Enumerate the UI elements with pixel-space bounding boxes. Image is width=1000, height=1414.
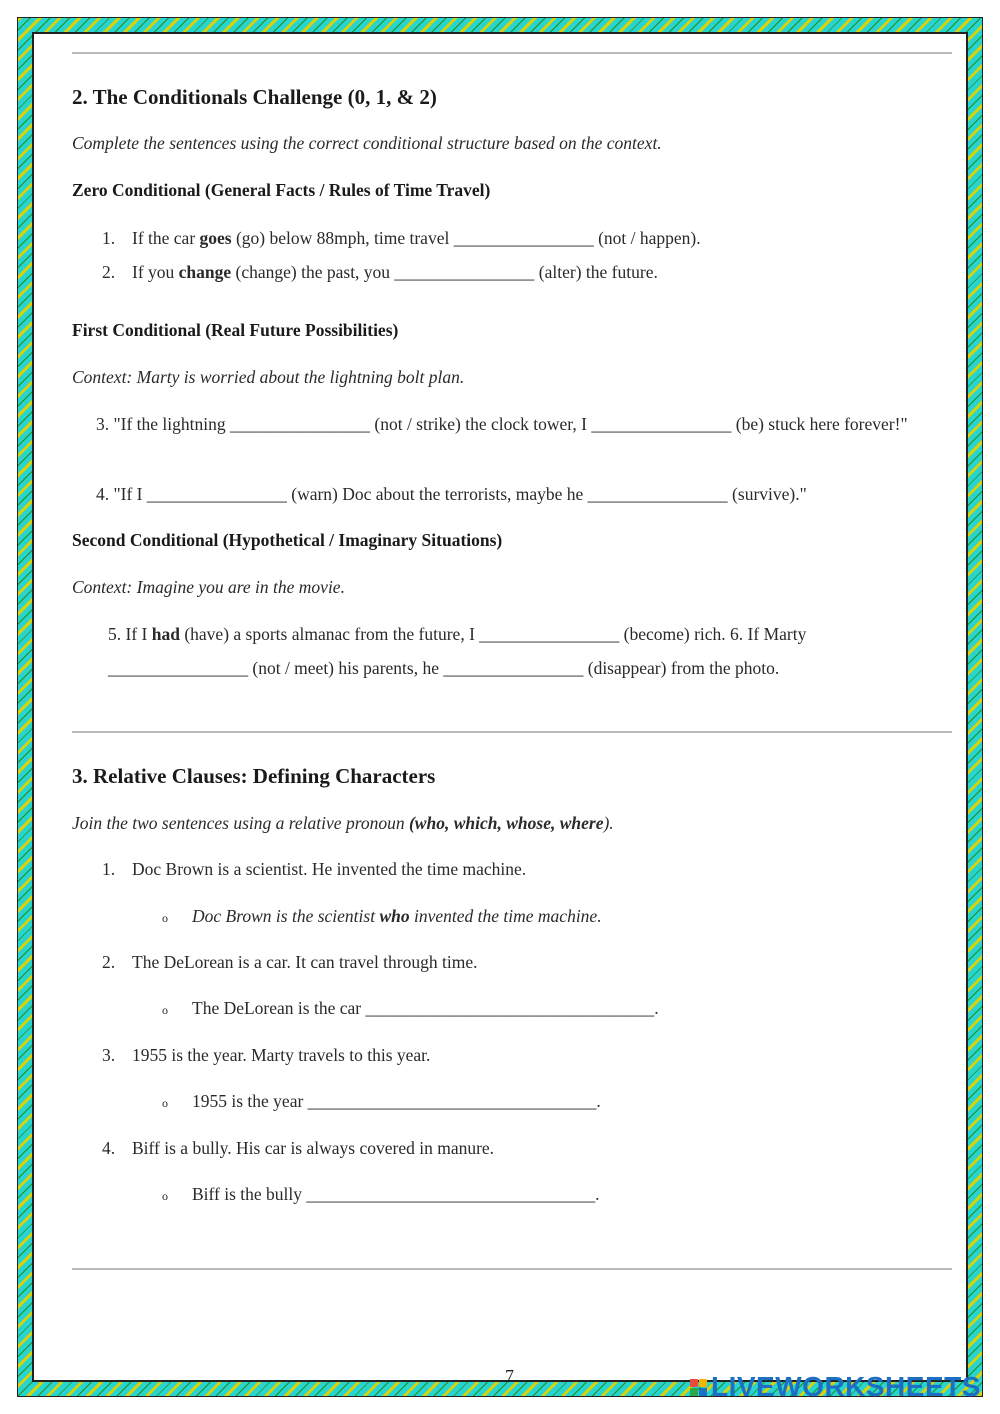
logo-letter bbox=[699, 1388, 707, 1396]
zero-item-1 bbox=[102, 228, 701, 249]
item-text: 1955 is the year. Marty travels to this year. bbox=[132, 1045, 431, 1065]
item-text: Biff is a bully. His car is always covered in manure. bbox=[132, 1138, 495, 1158]
answer-bold: who bbox=[379, 906, 410, 926]
section-2-title: 2. The Conditionals Challenge (0, 1, & 2) bbox=[72, 85, 437, 109]
divider-middle bbox=[72, 731, 952, 733]
first-item-4: 4. "If I ________________ (warn) Doc about the terrorists, maybe he ________________ (survive)." bbox=[96, 484, 807, 504]
instr-pre: Join the two sentences using a relative pronoun bbox=[72, 813, 409, 833]
item-text-post: (have) a sports almanac from the future, I ________________ (become) rich. 6. If Marty bbox=[179, 624, 807, 644]
zero-conditional-heading: Zero Conditional (General Facts / Rules of Time Travel) bbox=[72, 180, 491, 200]
instr-bold: (who, which, whose, where bbox=[408, 813, 604, 833]
item-text-post: (change) the past, you ________________ (alter) the future. bbox=[231, 262, 658, 282]
item-number: 2. bbox=[102, 952, 116, 972]
logo-letter bbox=[690, 1388, 698, 1396]
item-text: Doc Brown is a scientist. He invented the time machine. bbox=[132, 859, 527, 879]
answer-text: The DeLorean is the car _________________________________. bbox=[192, 998, 659, 1018]
bullet-icon: o bbox=[162, 1096, 168, 1110]
bullet-icon: o bbox=[162, 1189, 168, 1203]
divider-bottom bbox=[72, 1268, 952, 1270]
relative-item-1 bbox=[102, 859, 526, 880]
section-2-instructions: Complete the sentences using the correct conditional structure based on the context. bbox=[72, 133, 662, 153]
zero-item-2 bbox=[102, 262, 658, 283]
answer-pre: Doc Brown is the scientist bbox=[192, 906, 380, 926]
relative-answer-1 bbox=[162, 906, 602, 927]
item-number: 3. bbox=[102, 1045, 116, 1065]
answer-text: Biff is the bully _________________________________. bbox=[192, 1184, 600, 1204]
second-conditional-context: Context: Imagine you are in the movie. bbox=[72, 577, 345, 597]
section-3-instructions bbox=[72, 813, 614, 834]
first-conditional-heading: First Conditional (Real Future Possibilities) bbox=[72, 320, 399, 340]
liveworksheets-logo-icon bbox=[690, 1379, 707, 1396]
first-conditional-context: Context: Marty is worried about the lightning bolt plan. bbox=[72, 367, 465, 387]
item-number: 1. bbox=[102, 859, 116, 879]
relative-answer-3 bbox=[162, 1091, 601, 1112]
logo-letter bbox=[690, 1379, 698, 1387]
liveworksheets-brand bbox=[690, 1372, 981, 1402]
item-text-pre: If the car bbox=[132, 228, 200, 248]
item-text-post: (go) below 88mph, time travel ________________ (not / happen). bbox=[231, 228, 701, 248]
item-text-pre: If you bbox=[132, 262, 179, 282]
item-text: The DeLorean is a car. It can travel through time. bbox=[132, 952, 478, 972]
page-number: 7 bbox=[505, 1366, 514, 1386]
item-number: 4. bbox=[102, 1138, 116, 1158]
relative-item-3 bbox=[102, 1045, 430, 1066]
relative-item-4 bbox=[102, 1138, 494, 1159]
divider-top bbox=[72, 52, 952, 54]
item-text-bold: change bbox=[178, 262, 232, 282]
second-item-line-1 bbox=[108, 624, 806, 645]
item-number: 1. bbox=[102, 228, 116, 248]
answer-post: invented the time machine. bbox=[409, 906, 602, 926]
first-item-3: 3. "If the lightning ________________ (not / strike) the clock tower, I ________________ (be) stuck here forever!" bbox=[96, 414, 908, 434]
section-3-title: 3. Relative Clauses: Defining Characters bbox=[72, 764, 436, 788]
answer-text: 1955 is the year _________________________________. bbox=[192, 1091, 601, 1111]
logo-letter bbox=[699, 1379, 707, 1387]
item-text-pre: 5. If I bbox=[108, 624, 152, 644]
bullet-icon: o bbox=[162, 911, 168, 925]
relative-answer-2 bbox=[162, 998, 659, 1019]
instr-post: ). bbox=[603, 813, 614, 833]
relative-answer-4 bbox=[162, 1184, 600, 1205]
second-conditional-heading: Second Conditional (Hypothetical / Imaginary Situations) bbox=[72, 530, 503, 550]
item-text-bold: goes bbox=[199, 228, 232, 248]
brand-text: LIVEWORKSHEETS bbox=[711, 1371, 981, 1402]
item-number: 2. bbox=[102, 262, 116, 282]
bullet-icon: o bbox=[162, 1003, 168, 1017]
relative-item-2 bbox=[102, 952, 477, 973]
item-text-bold: had bbox=[151, 624, 180, 644]
second-item-line-2: ________________ (not / meet) his parents, he ________________ (disappear) from the photo. bbox=[108, 658, 780, 678]
